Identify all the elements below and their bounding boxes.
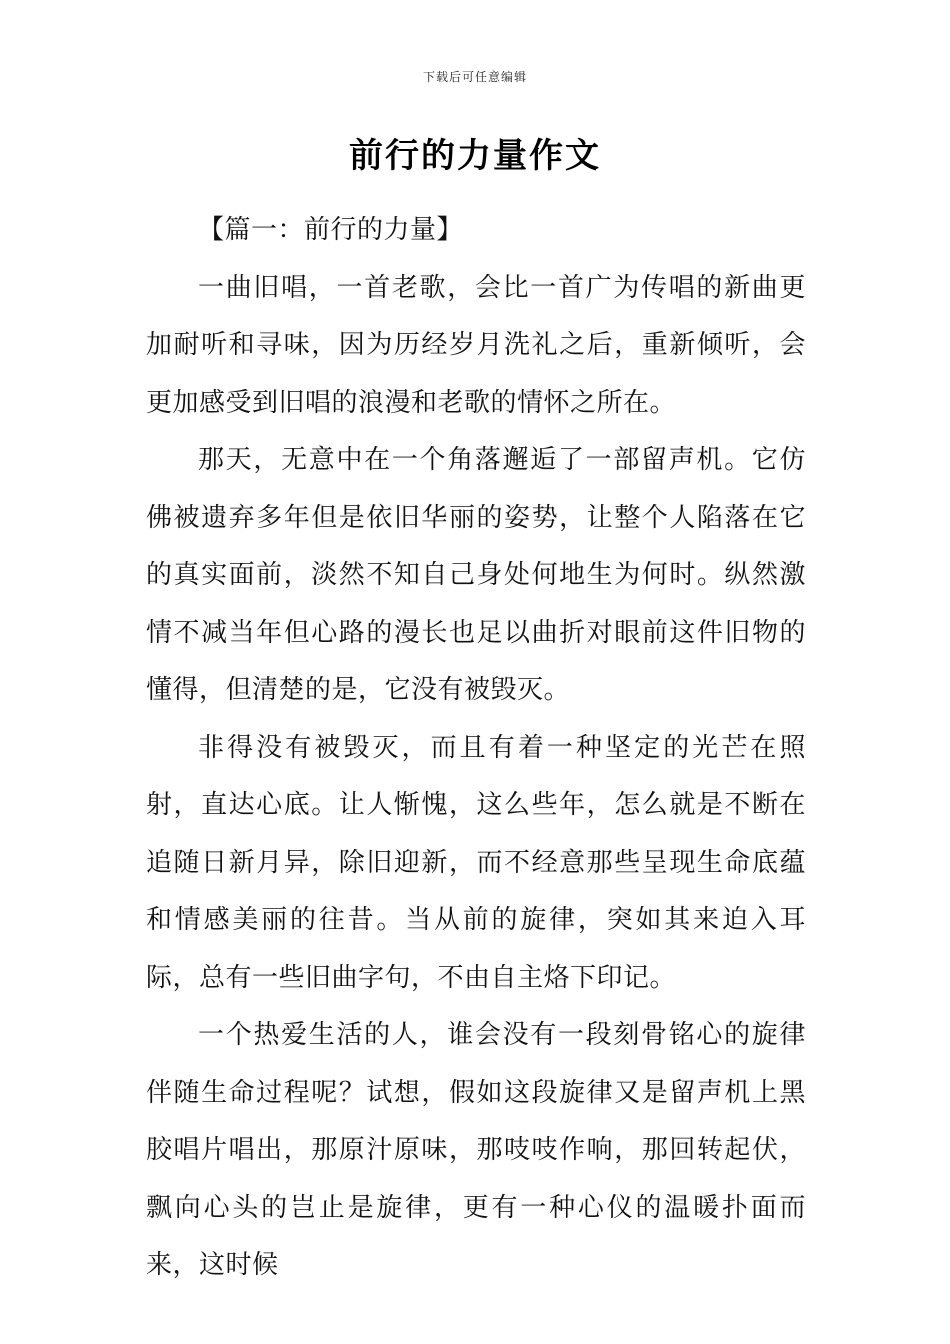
header-note: 下载后可任意编辑 [422,70,527,84]
paragraph: 一个热爱生活的人，谁会没有一段刻骨铭心的旋律伴随生命过程呢？试想，假如这段旋律又是留声机上黑胶唱片唱出，那原汁原味，那吱吱作响，那回转起伏，飘向心头的岂止是旋律，更有一种心仪的温暖扑面而来，这时候 [146,1020,806,1280]
section-heading: 【篇一：前行的力量】 [198,215,464,245]
document-title: 前行的力量作文 [349,136,601,176]
paragraph: 非得没有被毁灭，而且有着一种坚定的光芒在照射，直达心底。让人惭愧，这么些年，怎么就是不断在追随日新月异，除旧迎新，而不经意那些呈现生命底蕴和情感美丽的往昔。当从前的旋律，突如其来迫入耳际，总有一些旧曲字句，不由自主烙下印记。 [146,732,806,993]
document-body [146,202,806,1295]
paragraph: 一曲旧唱，一首老歌，会比一首广为传唱的新曲更加耐听和寻味，因为历经岁月洗礼之后，重新倾听，会更加感受到旧唱的浪漫和老歌的情怀之所在。 [146,272,806,418]
paragraph: 那天，无意中在一个角落邂逅了一部留声机。它仿佛被遗弃多年但是依旧华丽的姿势，让整个人陷落在它的真实面前，淡然不知自己身处何地生为何时。纵然激情不减当年但心路的漫长也足以曲折对眼前这件旧物的懂得，但清楚的是，它没有被毁灭。 [146,445,806,705]
